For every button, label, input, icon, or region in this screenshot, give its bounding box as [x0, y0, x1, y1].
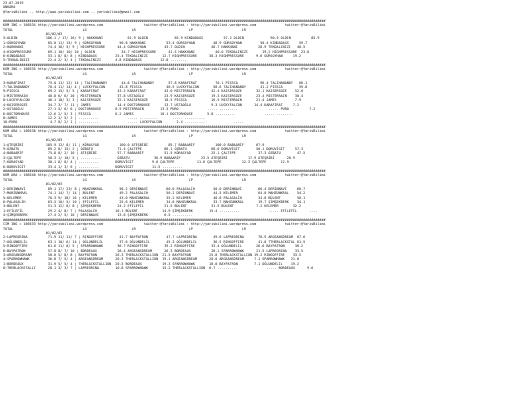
result-row: 6:PALASALİH 63.5 10/ 5/ 10 | EFİLEFİL 25.6 KELEMER 34.6 MAHZUNKRAL 33.7 MAHZUNKRAL 19.7 ŞİMŞEKBERK 34.1: [3, 199, 306, 204]
section-separator: ##############################################################################################################################################################: [3, 124, 326, 129]
section-title: KUM ING = 166534 http://yarisbilimi.wordpress.com twitter:@YarisBilimi : http://yarisbilimi.wordpress.com twitter:@YarisBilimi: [3, 23, 326, 28]
city-line: ANKARA: [3, 5, 16, 10]
result-row: 6:DORUVİGİT 33.4 1/ 3/ 6 | .......... DORUVİGİT 11.5 ..........: [3, 164, 183, 169]
result-row: 2:HAKKHANI 74.4 16/ 5/ 9 | HIGHPRESSURE 44.4 GÜRSOYHAN 43.7 OLDIN 46.7 HAKKHANI 28.9 TEKDALINIZI 40.5: [3, 45, 306, 50]
result-row: 5:KELEMER 70.3 9/ 18/ 16 | KELEMER 43.0 MAHZUNKRAL 35.2 KELEMER 40.8 PALASALİH 34.0 BÜLENT 50.1: [3, 195, 306, 200]
result-row: 6:KINDADAGS 53.1 8/ 8/ 8 | KINDADAGS 25.4 TEKDALINIZI 12.7 HIGHPRESSURE 38.3 HIGHPRESSURE 9.6 GÜRSOYHAN 19.2: [3, 54, 302, 59]
result-row: 4:SPARROWHAWK 36.8 7/ 5/ 4 | ARGEANSDREAM 26.3 THEBLACKSTALLION 19.1 ARGEANSDREAM 20.0 ARGEANSDREAM 7.1 SPARROWHAWK 21.8: [3, 257, 299, 262]
column-subheader: #1/#2/#3: [3, 76, 63, 81]
result-row: 1:ATEŞBİBİ 105.9 12/ 8/ 11 | KÖRASYAD 100.0 ATEŞBİBİ 85.7 BABAARİF 100.0 BABAARİF 67.9: [3, 142, 265, 147]
section-title: KUM ING = 166535 http://yarisbilimi.wordpress.com twitter:@YarisBilimi : http://yarisbilimi.wordpress.com twitter:@YarisBilimi: [3, 67, 326, 72]
result-row: 9:ÖZBATU 89.2 8/ 15/ 2 | ÖZBATU 71.4 ÇALTEPE 66.1 ÖZBATU 68.6 DORUVİGİT 50.1 DORUVİGİT 57.3: [3, 146, 304, 151]
section-title: CIM ING = 166533 http://yarisbilimi.wordpress.com twitter:@YarisBilimi : http://yarisbilimi.wordpress.com twitter:@YarisBilimi: [3, 222, 326, 227]
race-sections: [3, 19, 529, 271]
result-row: 1:MISTERRAIN 40.8 6/ 6/ 20 | MISTERRAIN 37.8 USTAOĞLU 23.9 KAISERSOZE 19.3 KAISERSOZE 23.4 MISTERRAIN 30.4: [3, 93, 304, 98]
contact-line: @YarisBilimi -- http://www.yarisbilimi.com -- yarisbilimi@gmail.com: [3, 9, 140, 14]
result-row: 2:LAPREORINA 71.9 11/ 11/ 7 | RINGOFFIRE 41.7 BAYPATRON 47.7 LAPREORINA 49.6 LAPREORINA 78.9 ARGEANSDREAM 67.6: [3, 235, 306, 240]
result-row: 1:GÜRSOYHAN 85.0 11/ 15/ 9 | GÜRSOYHAN 50.8 HAKKHANI 53.4 GÜRSOYHAN 48.9 GÜRSOYHAN 50.4 KINDADAGS 59.7: [3, 40, 308, 45]
result-row: 7:MAHZUNKRAL 74.1 14/ 7/ 14 | BÜLENT 49.2 PALASALİH 50.2 DERİNNAVİ 44.5 KELEMER 64.0 MAHZUNKRAL 54.2: [3, 191, 306, 196]
result-row: 10:PURO 4.7 0/ 2/ 1 | .......... ..... LUCKYFALCON 2.4 .......... .....: [3, 120, 244, 125]
result-row: 8:LUCKYFALCON 46.1 10/ 3/ 3 | KAISERSOZE 32.1 KAISERSOZE 18.5 PISSCA 16.5 MISTERRAIN 21.4 JAMES 7.9: [3, 98, 302, 103]
section-title: KUM ARA = 166538 http://yarisbilimi.wordpress.com twitter:@YarisBilimi : http://yarisbilimi.wordpress.com twitter:@YarisBilimi: [3, 129, 326, 134]
result-row: 1:BORDEAUX 31.9 5/ 5/ 4 | THEBLACKSTALLION 20.5 BORDEAUX 19.3 SPARROWHAWK 18.0 BAYPATRON 7.1 OĞLUNDELİL 19.2: [3, 261, 299, 266]
column-subheader: #1/#2/#3: [3, 31, 63, 36]
result-row: 7:KÖRASYAD 30.1 8/ 0/ 4 | .......... DORUVİGİT 9.6 ÇALTEPE 11.6 ÇALTEPE 12.3 ÇALTEPE 12.9: [3, 160, 289, 165]
result-row: 7:OĞLUNDELİL 63.1 10/ 6/ 14 | OĞLUNDELİL 37.6 OĞLUNDELİL 45.3 OĞLUNDELİL 36.5 RINGOFFIRE 41.0 TTHEBLACKSTAL 61.5: [3, 239, 306, 244]
result-row: 3:BÜLENT 51.3 12/ 8/ 8 | ŞİMŞEKBERK 24.2 EFİLEFİL 21.5 BÜLENT 31.5 BÜLENT 7.2 KELEMER 32.2: [3, 204, 302, 209]
section-separator: ##############################################################################################################################################################: [3, 169, 326, 174]
column-header: TOTAL LG LR LP LR: [3, 133, 246, 138]
column-subheader: #1/#2/#3: [3, 182, 63, 187]
date-line: 23.07.2019: [3, 1, 24, 5]
column-header: TOTAL LG LR LP LR: [3, 71, 246, 76]
section-separator: ##############################################################################################################################################################: [3, 18, 326, 23]
section-separator: ##############################################################################################################################################################: [3, 217, 326, 222]
result-row: 4:BABAARİF 75.8 8/ 2/ 10 | ATEŞBİBİ 57.7 BABAARİF 51.5 KÖRASYAD 25.1 ÇALTEPE 37.3 ÖZBATU 47.5: [3, 151, 306, 156]
result-row: 1:EFİLEFİL 29.2 4/ 8/ 7 | PALASALİH 16.1 BÜLENT 14.9 ŞİMŞEKBERK 15.4 .......... ..... EFİLEFİL ....: [3, 208, 318, 213]
section-title: KUM ARA = 166540 http://yarisbilimi.wordpress.com twitter:@YarisBilimi : http://yarisbilimi.wordpress.com twitter:@YarisBilimi: [3, 173, 326, 178]
result-row: 4:KAISERSOZE 34.7 3/ 7/ 11 | JAMES 14.4 DOCTORHOUSE 13.7 USTAOĞLU 9.3 LUCKYFALCON 14.4 KARAFIRAT 7.2: [3, 102, 299, 107]
result-row: 3:ARGEANSDREAM 50.0 5/ 8/ 8 | BAYPATRON 26.3 THEBLACKSTALLION 21.5 BAYPATRON 25.8 THEBLACKSTALLION 19.2 RINGOFFIRE 33.5: [3, 253, 302, 258]
result-row: 2:DERİNNAVİ 89.1 17/ 23/ 8 | MAHZUNKRAL 58.2 DERİNNAVİ 60.0 PALASALİH 50.0 DERİNNAVİ 66.4 DERİNNAVİ 60.7: [3, 186, 306, 191]
column-header: TOTAL LG LR LP LR: [3, 27, 246, 32]
result-row: 7:TALİHANANDY 70.4 11/ 14/ 4 | LUCKYFALCON 43.8 PISSCA 46.5 LUCKYFALCON 58.6 TALİHANANDY 41.2 PISSCA 59.0: [3, 85, 308, 90]
result-row: 3:KARAFIRAT 75.0 11/ 12/ 14 | TALİHANANDY 44.6 TALİHANANDY 57.8 KARAFIRAT 70.1 PISSCA 96.4 TALİHANANDY 66.1: [3, 80, 308, 85]
result-row: 4:ŞİMŞEKBERK 27.4 2/ 5/ 10 | DERİNNAVİ 13.6 ŞİMŞEKBERK 6.5 ..........: [3, 213, 193, 218]
result-row: 6:BAYPATRON 57.8 8/ 7/ 10 | BORDEAUX 28.4 ARGEANSDREAM 26.3 BORDEAUX 28.1 SPARROWHAWK 21.5 LAPREORINA 33.5: [3, 248, 304, 253]
column-subheader: #1/#2/#3: [3, 230, 63, 235]
result-row: 5:RINGOFFIRE 61.6 11/ 8/ 5 | SPARROWHAWK 36.7 RINGOFFIRE 39.2 RINGOFFIRE 33.4 OĞLUNDELİL 26.6 BAYPATRON 38.2: [3, 244, 304, 249]
result-row: 8:JAMES 12.2 1/ 5/ 2 | .......... ..... ......... ..... ..........: [3, 115, 206, 120]
column-header: TOTAL LG LR LP LR: [3, 177, 246, 182]
result-row: 9:PISSCA 69.2 15/ 5/ 5 | KARAFIRAT 43.2 KARAFIRAT 43.0 MISTERRAIN 42.4 KAISERSOZE 32.1 KAISERSOZE 52.0: [3, 89, 304, 94]
section-separator: ##############################################################################################################################################################: [3, 62, 326, 67]
result-row: 6:DOCTORHOUSE 12.6 2/ 5/ 3 | PISSCA 6.2 JAMES 10.1 DOCTORHOUSE 5.8 .......... ..... ........: [3, 111, 293, 116]
result-row: 2:USTAOĞLU 27.1 5/ 6/ 6 | DOCTORHOUSE 8.9 MISTERRAIN 13.3 PURO ..... ......... ..... PURO 7.2: [3, 107, 316, 112]
column-subheader: #1/#2/#3: [3, 138, 63, 143]
result-row: 8:THEBLACKSTALLI 28.1 3/ 3/ 7 | LAPREORINA 10.8 SPARROWHAWK 15.2 THEBLACKSTALLION 6.7 .......... ..... BORDEAUX 9.6: [3, 266, 314, 271]
result-row: 5:TEKDALINIZI 22.4 2/ 3/ 4 | TEKDALINIZI 4.8 KINDADAGS 12.0 ........: [3, 58, 187, 63]
result-row: 4:HIGHPRESSURE 69.1 10/ 10/ 10 | OLDIN 34.7 HIGHPRESSURE 41.5 HAKKHANI 40.0 TEKDALINIZI 19.2 HIGHPRESSURE 23.8: [3, 49, 310, 54]
result-row: 3:OLDIN 106.1 / 17/ 16/ 9 | HAKKHANI 61.9 OLDIN 65.9 KINDADAGS 57.2 OLDIN 90.5 OLDIN 85.9: [3, 36, 320, 41]
column-header: TOTAL LG LR LP LR: [3, 226, 246, 231]
result-row: 3:ÇALTEPE 50.3 1/ 10/ 5 | .......... ÖZBATU 36.9 BABAARİF 23.5 ATEŞBİBİ 17.9 ATEŞBİBİ 28.9: [3, 155, 295, 160]
